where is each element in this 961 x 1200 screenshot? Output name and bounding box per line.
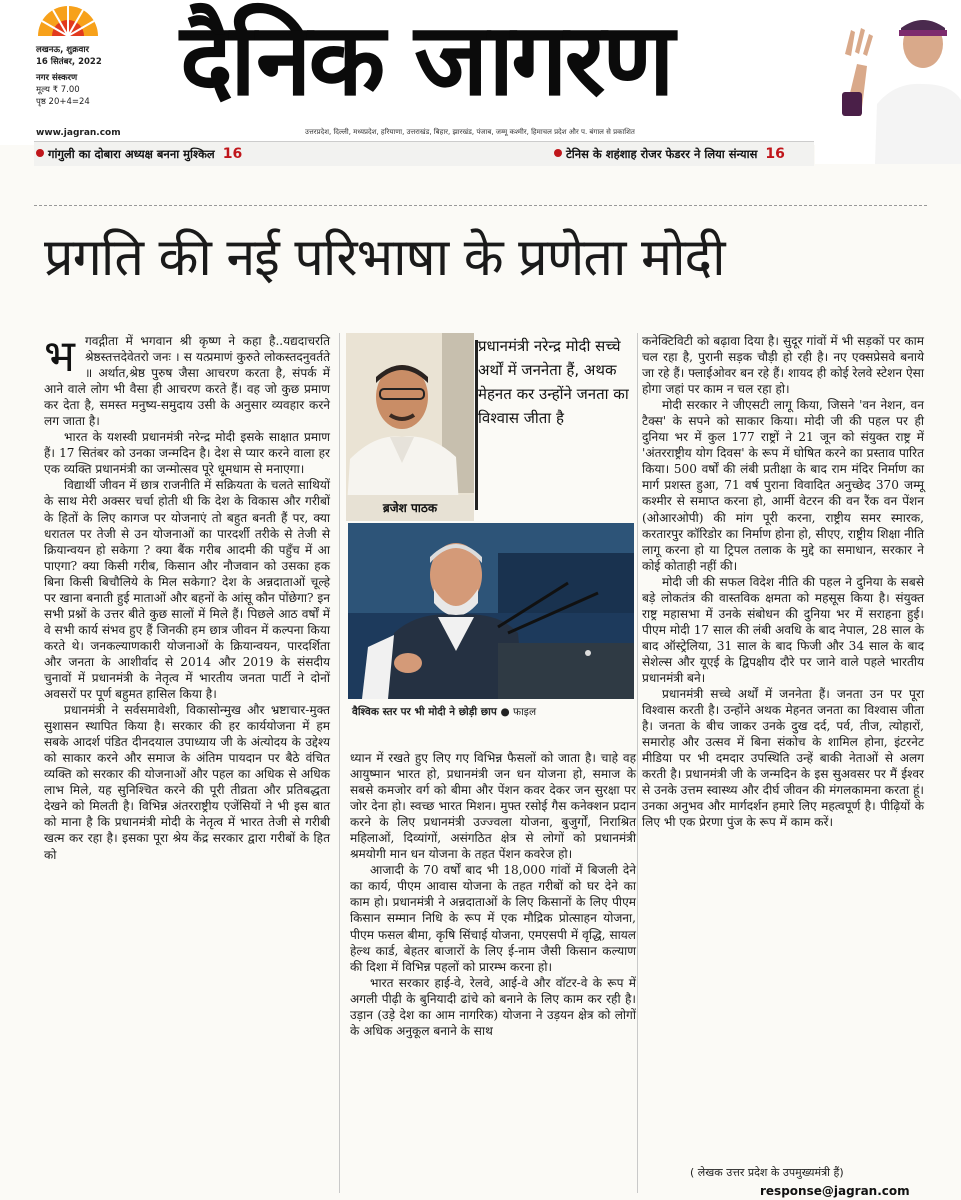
- edition-info: [36, 44, 146, 108]
- paragraph: भारत के यशस्वी प्रधानमंत्री नरेन्द्र मोदी इसके साक्षात प्रमाण हैं। 17 सितंबर को उनका जन्मदिन है। देश से प्यार करने वाला हर एक व्यक्ति प्रधानमंत्री का जन्मोत्सव पूरे धूमधाम से मनाएगा।: [44, 430, 330, 477]
- newspaper-brand-title: दैनिक जागरण: [180, 1, 672, 118]
- tennis-player-photo: [815, 4, 961, 164]
- edition-name: नगर संस्करण: [36, 73, 78, 83]
- place-day: लखनऊ, शुक्रवार: [36, 45, 90, 55]
- photo-caption: वैश्विक स्तर पर भी मोदी ने छोड़ी छाप ● फाइल: [352, 706, 537, 718]
- paragraph: भगवद्गीता में भगवान श्री कृष्ण ने कहा है..यद्यदाचरति श्रेष्ठस्तत्तदेवेतरो जनः । स यत्प्रमाणं कुरुते लोकस्तदनुवर्तते ॥ अर्थात,श्रेष्ठ पुरुष जैसा आचरण करता है, संपर्क में आने वाले लोग भी वैसा ही आचरण करते हैं। वह जो कुछ प्रमाण कर देता है, समस्त मनुष्य-समुदाय उसी के अनुसार व्यवहार करने लग जाता है।: [44, 331, 330, 429]
- column-divider: [339, 333, 340, 1193]
- response-email-link[interactable]: response@jagran.com: [760, 1184, 910, 1198]
- teaser-left-page: 16: [222, 146, 243, 162]
- photo-credit: ● फाइल: [500, 706, 537, 718]
- masthead: [0, 0, 961, 162]
- page-count: पृष्ठ 20+4=24: [36, 97, 90, 107]
- paragraph: कनेक्टिविटी को बढ़ावा दिया है। सुदूर गांवों में भी सड़कों पर काम चल रहा है, पुरानी सड़क चौड़ी हो रही है। नए एक्सप्रेसवे बनाये जा रहे हैं। फ्लाईओवर बन रहे हैं। शायद ही कोई रेलवे स्टेशन ऐसा होगा जहां पर काम न चल रहा हो।: [642, 334, 924, 397]
- paragraph: प्रधानमंत्री ने सर्वसमावेशी, विकासोन्मुख और भ्रष्टाचार-मुक्त सुशासन स्थापित किया है। सरकार की हर कार्ययोजना में हम सबके आदर्श पंडित दीनदयाल उपाध्याय जी के अंत्योदय के उद्देश्य को साकार करने और समाज के अंतिम पायदान पर बैठे वंचित व्यक्ति को सरकार की योजनाओं और पहल का अधिक से अधिक लाभ मिले, यह सुनिश्चित करने की पूरी तीव्रता और प्रतिबद्धता देखने को मिलती है। विभिन्न अंतरराष्ट्रीय एजेंसियों ने भी इस बात को माना है कि प्रधानमंत्री मोदी के नेतृत्व में भारत तेजी से गरीबी खत्म कर रहा है। इसका पूरा श्रेय केंद्र सरकार द्वारा गरीबों के हित को: [44, 703, 330, 862]
- jagran-sun-logo-icon: [38, 6, 98, 36]
- author-name: ब्रजेश पाठक: [346, 495, 474, 521]
- teaser-right[interactable]: टेनिस के शहंशाह रोजर फेडरर ने लिया संन्यास 16: [554, 146, 785, 162]
- author-byline: ( लेखक उत्तर प्रदेश के उपमुख्यमंत्री हैं): [690, 1166, 844, 1179]
- teaser-bar: [34, 141, 814, 166]
- bullet-icon: [36, 149, 44, 157]
- divider: [34, 205, 927, 207]
- paragraph: प्रधानमंत्री सच्चे अर्थों में जननेता हैं। जनता उन पर पूरा विश्वास करती है। उन्होंने अथक मेहनत जनता का विश्वास जीता है। जनता के बीच जाकर उनके दुख दर्द, पर्व, तीज, त्योहारों, समारोह और उत्सव में बिना संकोच के शामिल होना, इंटरनेट मीडिया पर भी दमदार उपस्थिति उन्हें बाकी नेताओं से अलग करती है। प्रधानमंत्री जी के जन्मदिन के इस सुअवसर पर मैं ईश्वर से उनके उत्तम स्वास्थ्य और दीर्घ जीवन की मंगलकामना करता हूं। उनका अनुभव और मार्गदर्शन हमारे लिए महत्वपूर्ण है। पीढ़ियों के लिए भी एक प्रेरणा पुंज के रूप में काम करें।: [642, 687, 924, 830]
- modi-speech-photo: [348, 523, 634, 699]
- paragraph: ध्यान में रखते हुए लिए गए विभिन्न फैसलों को जाता है। चाहे वह आयुष्मान भारत हो, प्रधानमंत्री जन धन योजना हो, समाज के सबसे कमजोर वर्ग को बीमा और पेंशन कवर देकर जन सुरक्षा पर जोर देना हो। स्वच्छ भारत मिशन। मुफ्त रसोई गैस कनेक्शन प्रदान करने के लिए प्रधानमंत्री उज्ज्वला योजना, बुजुर्गों, निराश्रित महिलाओं, दिव्यांगों, असंगठित क्षेत्र से लोगों को प्रधानमंत्री श्रमयोगी मान धन योजना के तहत पेंशन कवरेज हो।: [350, 751, 636, 862]
- article-column-1: [44, 333, 330, 863]
- issue-date: 16 सितंबर, 2022: [36, 57, 102, 67]
- article-column-2: [350, 750, 636, 1039]
- article-headline: प्रगति की नई परिभाषा के प्रणेता मोदी: [44, 228, 725, 288]
- paragraph: मोदी सरकार ने जीएसटी लागू किया, जिसने 'वन नेशन, वन टैक्स' के सपने को साकार किया। मोदी जी की पहल पर ही दुनिया भर में कुल 177 राष्ट्रों ने 21 जून को संयुक्त राष्ट्र में 'अंतरराष्ट्रीय योग दिवस' के रूप में घोषित करने का प्रस्ताव पारित किया। 500 वर्षों की लंबी प्रतीक्षा के बाद राम मंदिर निर्माण का मार्ग प्रशस्त हुआ, 71 वर्ष पुराना विवादित अनुच्छेद 370 जम्मू कश्मीर से समाप्त करना हो, आर्मी वेटरन की वन रैंक वन पेंशन (ओआरओपी) की मांग पूरी करना, राष्ट्रीय समर स्मारक, करतारपुर कॉरिडोर का निर्माण होना हो, सीएए, राष्ट्रीय शिक्षा नीति लागू करना हो या ट्रिपल तलाक के मुद्दे का समाधान, सरकार ने कोई कोताही नहीं की।: [642, 398, 924, 573]
- drop-cap: भ: [44, 331, 75, 382]
- article-column-3: [642, 333, 924, 830]
- column-divider: [637, 333, 638, 1193]
- paragraph: आजादी के 70 वर्षों बाद भी 18,000 गांवों में बिजली देने का कार्य, पीएम आवास योजना के तहत गरीबों को घर देने का काम हो। प्रधानमंत्री ने अन्नदाताओं के लिए किसानों के लिए पीएम किसान सम्मान निधि के रूप में एक मौद्रिक प्रोत्साहन योजना, पीएम फसल बीमा, कृषि सिंचाई योजना, एमएसपी में वृद्धि, सायल हेल्थ कार्ड, बेहतर बाजारों के लिए ई-नाम जैसी किसान कल्याण की दिशा में विभिन्न पहलों को प्रारम्भ करना हो।: [350, 863, 636, 974]
- paragraph: मोदी जी की सफल विदेश नीति की पहल ने दुनिया के सबसे बड़े लोकतंत्र की वास्तविक क्षमता को महसूस किया है। संयुक्त राष्ट्र महासभा में उनके संबोधन की दुनिया भर में सराहना हुई। पीएम मोदी 17 साल की लंबी अवधि के बाद नेपाल, 28 साल के बाद ऑस्ट्रेलिया, 31 साल के बाद फिजी और 34 साल के बाद सेशेल्स और यूएई के द्विपक्षीय दौरे पर जाने वाले पहले भारतीय प्रधानमंत्री बने।: [642, 574, 924, 685]
- price: मूल्य ₹ 7.00: [36, 85, 80, 95]
- bullet-icon: [554, 149, 562, 157]
- author-photo: [346, 333, 474, 521]
- pull-quote: प्रधानमंत्री नरेन्द्र मोदी सच्चे अर्थों में जननेता हैं, अथक मेहनत कर उन्होंने जनता का विश्वास जीता है: [478, 337, 629, 427]
- teaser-left[interactable]: गांगुली का दोबारा अध्यक्ष बनना मुश्किल 16: [36, 146, 242, 162]
- teaser-right-page: 16: [765, 146, 785, 162]
- published-states: उत्तरप्रदेश, दिल्ली, मध्यप्रदेश, हरियाणा, उत्तराखंड, बिहार, झारखंड, पंजाब, जम्मू कश्मीर, हिमाचल प्रदेश और प. बंगाल से प्रकाशित: [305, 128, 635, 136]
- website-link[interactable]: www.jagran.com: [36, 128, 121, 138]
- paragraph: भारत सरकार हाई-वे, रेलवे, आई-वे और वॉटर-वे के रूप में अगली पीढ़ी के बुनियादी ढांचे को बनाने के लिए काम कर रही है। उड़ान (उड़े देश का आम नागरिक) योजना ने उड़यन क्षेत्र को लोगों के अधिक अनुकूल बनाने के साथ: [350, 975, 636, 1038]
- paragraph: विद्यार्थी जीवन में छात्र राजनीति में सक्रियता के चलते साथियों के साथ मेरी अक्सर चर्चा होती थी कि देश के विकास और गरीबों के हितों के लिए कागज पर योजनाएं तो बहुत बनती हैं पर, क्या धरातल पर तेजी से उन योजनाओं का पारदर्शी तरीके से तेजी से क्रियान्वयन हो सकेगा ? क्या बैंक गरीब आदमी की पहुँच में आ पाएगा? क्या किसी गरीब, किसान और नौजवान को उसका हक बिना किसी बिचौलिये के मिल सकेगा? देश के अन्नदाताओं चूल्हे पर खाना बनाती हुई माताओं और बहनों के आंसू कौन पोंछेगा? इन सभी प्रश्नों के उत्तर बीते कुछ सालों में मिले हैं। पिछले आठ वर्षों में वे सभी कार्य संभव हुए हैं जिनकी हम छात्र जीवन में कल्पना किया करते थे। जनकल्याणकारी योजनाओं के क्रियान्वयन, पारदर्शिता और जनता के आशीर्वाद से 2014 और 2019 के संसदीय चुनावों में प्रधानमंत्री के नेतृत्व में भारतीय जनता पार्टी ने दोनों अवसरों पर पूर्ण बहुमत हासिल किया है।: [44, 478, 330, 702]
